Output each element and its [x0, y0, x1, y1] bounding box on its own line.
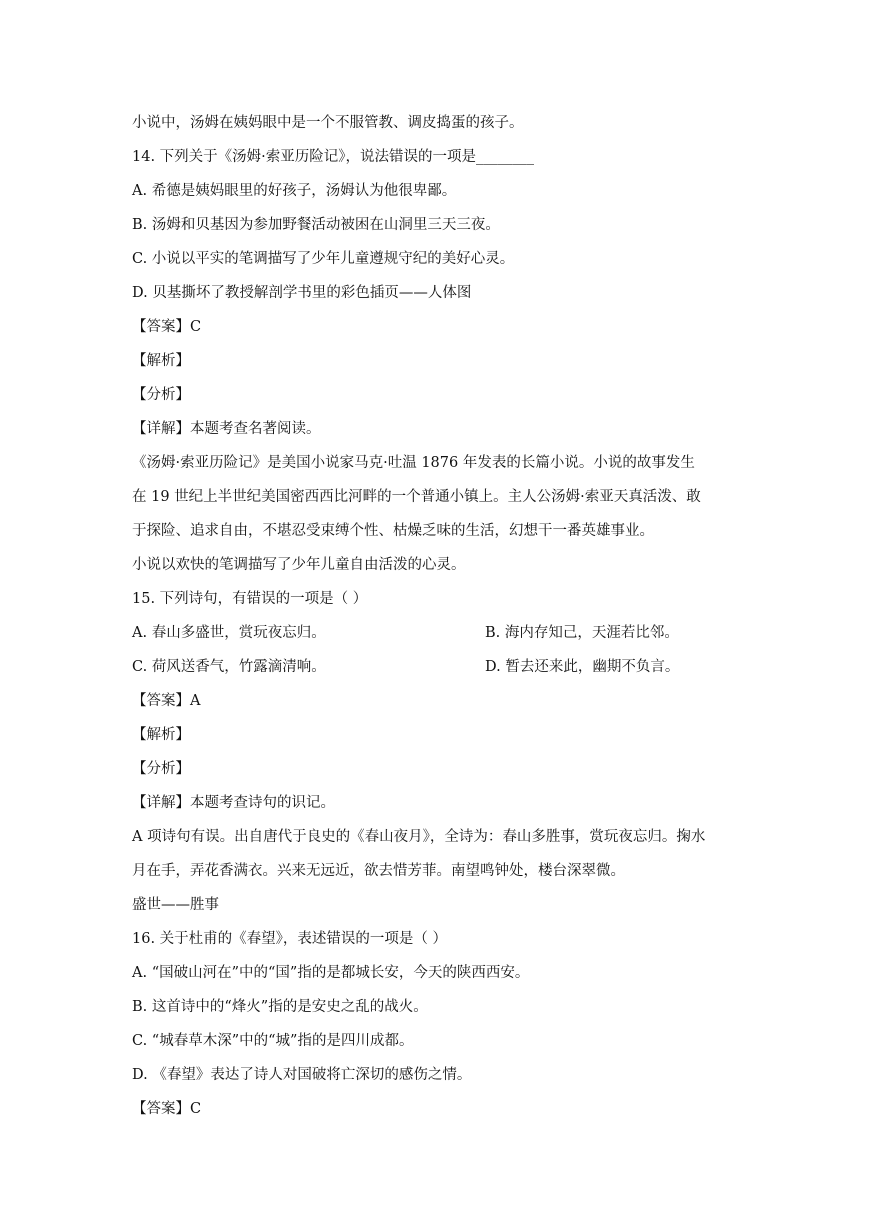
text-line: 月在手，弄花香满衣。兴来无远近，欲去惜芳菲。南望鸣钟处，楼台深翠微。: [132, 863, 625, 879]
analysis-label: 【解析】: [132, 353, 190, 369]
text-line: 在 19 世纪上半世纪美国密西西比河畔的一个普通小镇上。主人公汤姆·索亚天真活泼、敢: [132, 489, 701, 505]
question-15-stem: 15. 下列诗句，有错误的一项是（ ）: [132, 591, 368, 607]
option-d: D. 贝基撕坏了教授解剖学书里的彩色插页——人体图: [132, 285, 472, 301]
option-a: A. “国破山河在”中的“国”指的是都城长安，今天的陕西西安。: [132, 965, 530, 981]
option-a: A. 春山多盛世，赏玩夜忘归。: [132, 625, 326, 641]
option-c: C. “城春草木深”中的“城”指的是四川成都。: [132, 1033, 414, 1049]
text-line: 小说以欢快的笔调描写了少年儿童自由活泼的心灵。: [132, 557, 466, 573]
option-d: D. 《春望》表达了诗人对国破将亡深切的感伤之情。: [132, 1067, 472, 1083]
option-a: A. 希德是姨妈眼里的好孩子，汤姆认为他很卑鄙。: [132, 183, 457, 199]
option-b: B. 汤姆和贝基因为参加野餐活动被困在山洞里三天三夜。: [132, 217, 500, 233]
question-14-stem: 14. 下列关于《汤姆·索亚历险记》，说法错误的一项是________: [132, 149, 535, 165]
answer-label: 【答案】C: [132, 1101, 202, 1117]
option-c: C. 小说以平实的笔调描写了少年儿童遵规守纪的美好心灵。: [132, 251, 515, 267]
text-line: 盛世——胜事: [132, 897, 219, 913]
text-line: 小说中，汤姆在姨妈眼中是一个不服管教、调皮捣蛋的孩子。: [132, 115, 524, 131]
fenxi-label: 【分析】: [132, 387, 190, 403]
answer-label: 【答案】A: [132, 693, 201, 709]
answer-label: 【答案】C: [132, 319, 202, 335]
text-line: 《汤姆·索亚历险记》是美国小说家马克·吐温 1876 年发表的长篇小说。小说的故事发生: [132, 455, 695, 471]
detail-label: 【详解】本题考查诗句的识记。: [132, 795, 335, 811]
option-d: D. 暂去还来此，幽期不负言。: [485, 659, 680, 675]
analysis-label: 【解析】: [132, 727, 190, 743]
option-b: B. 海内存知己，天涯若比邻。: [485, 625, 679, 641]
question-16-stem: 16. 关于杜甫的《春望》，表述错误的一项是（ ）: [132, 931, 448, 947]
fenxi-label: 【分析】: [132, 761, 190, 777]
option-b: B. 这首诗中的“烽火”指的是安史之乱的战火。: [132, 999, 428, 1015]
text-line: 于探险、追求自由，不堪忍受束缚个性、枯燥乏味的生活，幻想干一番英雄事业。: [132, 523, 654, 539]
text-line: A 项诗句有误。出自唐代于良史的《春山夜月》，全诗为：春山多胜事，赏玩夜忘归。掬水: [132, 829, 706, 845]
detail-label: 【详解】本题考查名著阅读。: [132, 421, 321, 437]
option-c: C. 荷风送香气，竹露滴清响。: [132, 659, 326, 675]
